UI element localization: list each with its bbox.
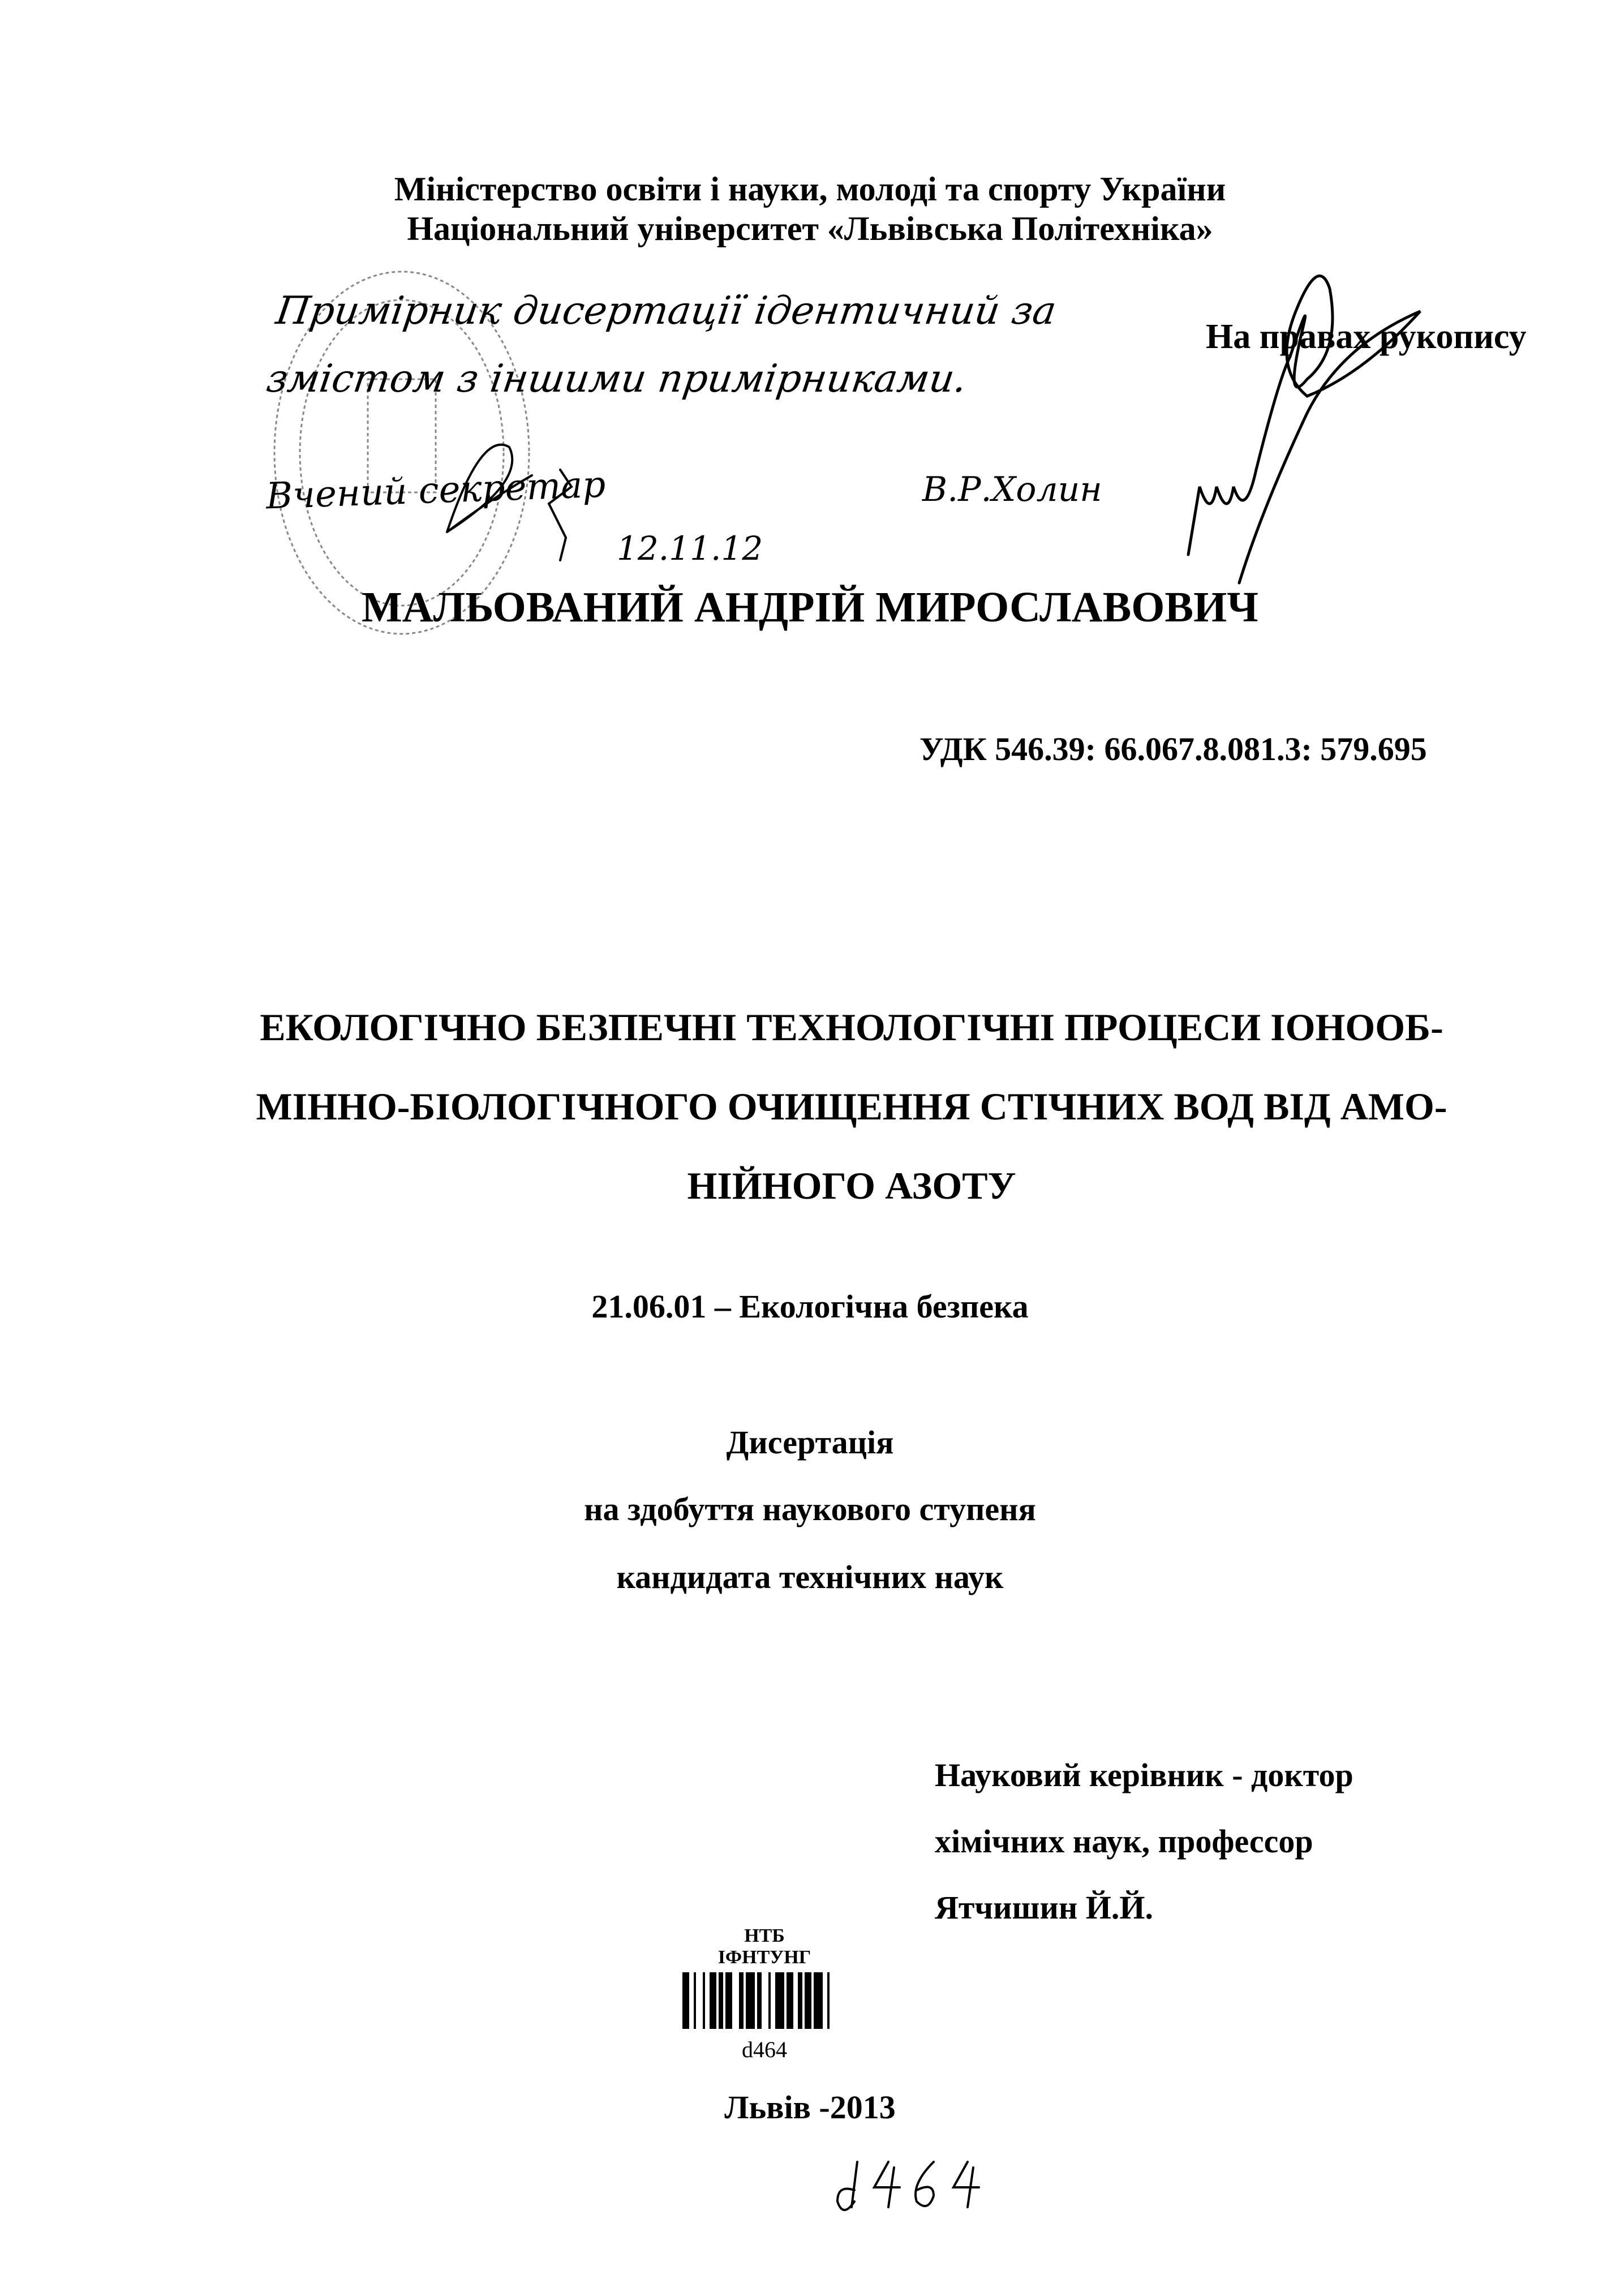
barcode-bar <box>682 1972 689 2029</box>
barcode-bar <box>703 1972 705 2029</box>
barcode-bar <box>768 1972 771 2029</box>
barcode-bar <box>814 1972 823 2029</box>
supervisor-line: Науковий керівник - доктор <box>935 1757 1353 1793</box>
library-name: НТБ <box>744 1925 785 1946</box>
author-name: МАЛЬОВАНИЙ АНДРІЙ МИРОСЛАВОВИЧ <box>361 583 1258 631</box>
place-year: Львів -2013 <box>724 2089 896 2126</box>
handwritten-secretary-name: В.Р.Холин <box>922 470 1102 509</box>
title-line: ЕКОЛОГІЧНО БЕЗПЕЧНІ ТЕХНОЛОГІЧНІ ПРОЦЕСИ ІОНООБ- <box>260 1006 1443 1049</box>
barcode-bar <box>805 1972 811 2029</box>
title-line: НІЙНОГО АЗОТУ <box>687 1164 1016 1207</box>
barcode-bar <box>798 1972 802 2029</box>
barcode-bar <box>739 1972 744 2029</box>
handwritten-certification-note: Примірник дисертації ідентичний за змістом з іншими примірниками. <box>264 289 1059 401</box>
degree-type: Дисертація <box>726 1424 894 1461</box>
specialty: 21.06.01 – Екологічна безпека <box>591 1288 1029 1325</box>
barcode-icon <box>682 1972 846 2029</box>
university-heading: Національний університет «Львівська Політехніка» <box>407 210 1213 247</box>
barcode-bar <box>827 1972 830 2029</box>
handwritten-date: 12.11.12 <box>617 529 763 568</box>
udc-code: УДК 546.39: 66.067.8.081.3: 579.695 <box>919 731 1427 767</box>
barcode-bar <box>710 1972 716 2029</box>
library-name: ІФНТУНГ <box>717 1947 811 1968</box>
dissertation-title <box>164 988 1539 1225</box>
manuscript-note: На правах рукопису <box>1206 317 1527 356</box>
barcode-bar <box>775 1972 784 2029</box>
ministry-heading: Міністерство освіти і науки, молоді та спорту України <box>394 170 1226 208</box>
barcode-code: d464 <box>742 2037 787 2062</box>
supervisor-line: хімічних наук, профессор <box>935 1823 1313 1860</box>
title-line: МІННО-БІОЛОГІЧНОГО ОЧИЩЕННЯ СТІЧНИХ ВОД ВІД АМО- <box>256 1085 1447 1128</box>
barcode-bar <box>694 1972 696 2029</box>
barcode-bar <box>757 1972 762 2029</box>
barcode-bar <box>725 1972 732 2029</box>
degree-line: на здобуття наукового ступеня <box>584 1491 1036 1527</box>
supervisor-name: Ятчишин Й.Й. <box>935 1889 1154 1926</box>
barcode-bar <box>787 1972 793 2029</box>
handwritten-archive-code <box>826 2151 996 2218</box>
handwritten-secretary-title: Вчений секретар <box>265 464 607 518</box>
barcode-bar <box>746 1972 755 2029</box>
barcode-bar <box>719 1972 723 2029</box>
degree-line: кандидата технічних наук <box>616 1559 1004 1595</box>
